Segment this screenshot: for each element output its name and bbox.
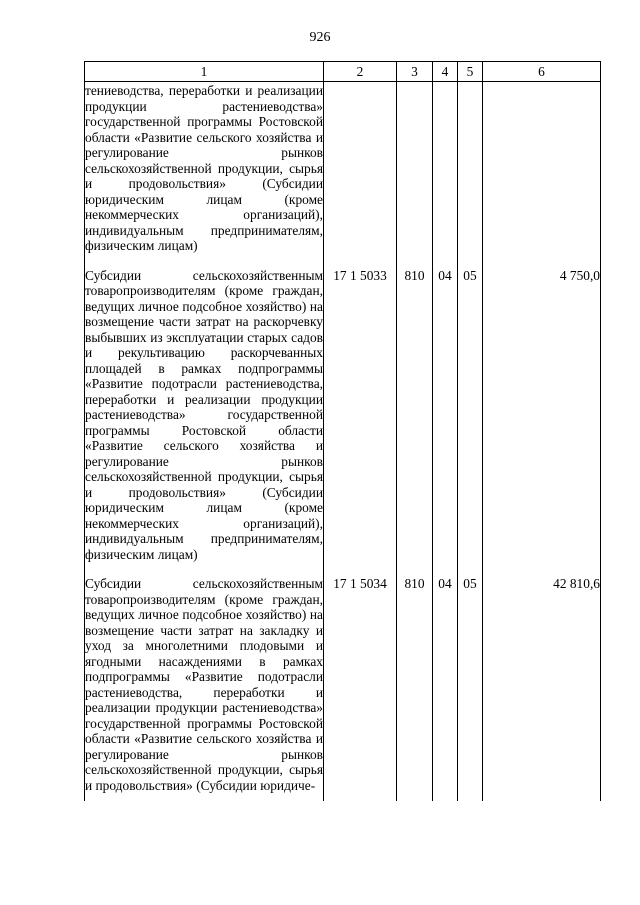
target-article-code: 17 1 5033 xyxy=(324,262,397,571)
target-article-code: 17 1 5034 xyxy=(324,570,397,801)
amount: 4 750,0 xyxy=(483,262,601,571)
expense-type-code: 810 xyxy=(397,570,433,801)
header-col-4: 4 xyxy=(433,62,458,82)
budget-table xyxy=(84,61,601,801)
section-code: 04 xyxy=(433,262,458,571)
header-row xyxy=(85,62,601,82)
row-description xyxy=(85,262,324,571)
empty-cell xyxy=(433,82,458,262)
section-code: 04 xyxy=(433,570,458,801)
table-row xyxy=(85,570,601,801)
page-number: 926 xyxy=(309,30,331,45)
description-text: Субсидии сельскохозяйственным товаропроизводителям (кроме граждан, ведущих личное подсобное хозяйство) на возмещение части затрат на закладку и уход за многолетними плодовыми и ягодными насаждениями в рамках подпрограммы «Развитие подотрасли растениеводства, переработки и реализации продукции растениеводства» государственной программы Ростовской области «Развитие сельского хозяйства и регулирование рынков сельскохозяйственной продукции, сырья и продовольствия» (Субсидии юридиче- xyxy=(85,576,323,793)
header-col-6: 6 xyxy=(483,62,601,82)
table-row xyxy=(85,262,601,571)
amount: 42 810,6 xyxy=(483,570,601,801)
table-row-continuation xyxy=(85,82,601,262)
row-description xyxy=(85,570,324,801)
empty-cell xyxy=(397,82,433,262)
empty-cell xyxy=(324,82,397,262)
header-col-1: 1 xyxy=(85,62,324,82)
header-col-3: 3 xyxy=(397,62,433,82)
subsection-code: 05 xyxy=(458,570,483,801)
empty-cell xyxy=(483,82,601,262)
subsection-code: 05 xyxy=(458,262,483,571)
empty-cell xyxy=(458,82,483,262)
expense-type-code: 810 xyxy=(397,262,433,571)
row-description xyxy=(85,82,324,262)
description-text: Субсидии сельскохозяйственным товаропроизводителям (кроме граждан, ведущих личное подсобное хозяйство) на возмещение части затрат на раскорчевку выбывших из эксплуатации старых садов и рекультивацию раскорчеванных площадей в рамках подпрограммы «Развитие подотрасли растениеводства, переработки и реализации продукции растениеводства» государственной программы Ростовской области «Развитие сельского хозяйства и регулирование рынков сельскохозяйственной продукции, сырья и продовольствия» (Субсидии юридическим лицам (кроме некоммерческих организаций), индивидуальным предпринимателям, физическим лицам) xyxy=(85,267,323,562)
header-col-5: 5 xyxy=(458,62,483,82)
table-header xyxy=(85,62,601,82)
description-text: тениеводства, переработки и реализации продукции растениеводства» государственной программы Ростовской области «Развитие сельского хозяйства и регулирование рынков сельскохозяйственной продукции, сырья и продовольствия» (Субсидии юридическим лицам (кроме некоммерческих организаций), индивидуальным предпринимателям, физическим лицам) xyxy=(85,83,323,253)
header-col-2: 2 xyxy=(324,62,397,82)
